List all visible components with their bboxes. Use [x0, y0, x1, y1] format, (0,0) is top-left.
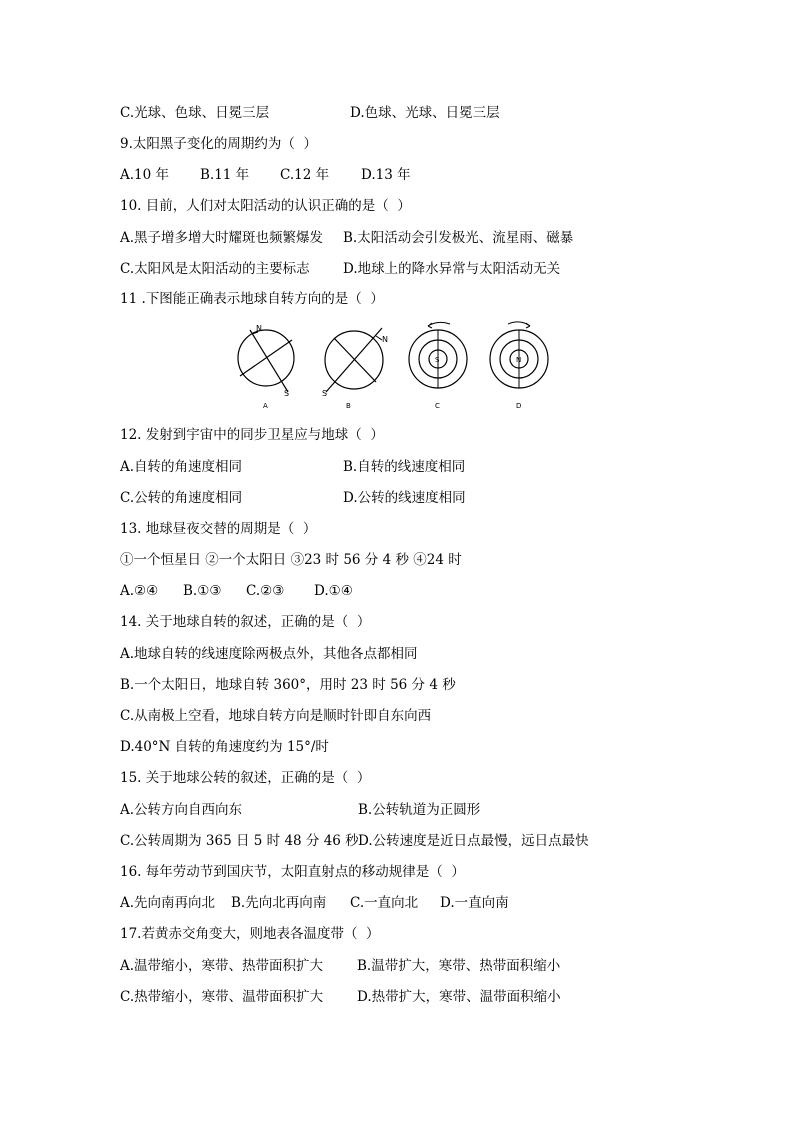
q12-option-b: B.自转的线速度相同 [343, 459, 466, 475]
q14-stem: 14. 关于地球自转的叙述，正确的是（ ） [120, 614, 371, 630]
q9-option-a: A.10 年 [120, 167, 170, 183]
q9-stem: 9.太阳黑子变化的周期约为（ ） [120, 136, 317, 152]
diagram-c [409, 322, 467, 410]
q10-option-d: D.地球上的降水异常与太阳活动无关 [343, 261, 561, 277]
diagram-b-south-label: S [322, 389, 328, 398]
diagram-a-south-label: S [284, 389, 290, 398]
q13-option-c: C.②③ [246, 583, 285, 599]
diagram-b [322, 328, 388, 410]
q13-option-a: A.②④ [120, 583, 159, 599]
q8-option-d: D.色球、光球、日冕三层 [350, 105, 500, 121]
diagram-d-pole-label: N [516, 356, 522, 364]
q8-option-c: C.光球、色球、日冕三层 [120, 105, 270, 121]
q14-option-b: B.一个太阳日，地球自转 360°，用时 23 时 56 分 4 秒 [120, 677, 456, 693]
q13-stem: 13. 地球昼夜交替的周期是（ ） [120, 521, 317, 537]
q15-option-a: A.公转方向自西向东 [120, 802, 243, 818]
q9-option-c: C.12 年 [280, 167, 330, 183]
diagram-b-label: B [346, 402, 351, 410]
q17-option-c: C.热带缩小，寒带、温带面积扩大 [120, 989, 324, 1005]
q16-option-a: A.先向南再向北 [120, 895, 216, 911]
earth-rotation-figure [230, 318, 560, 413]
q17-option-d: D.热带扩大，寒带、温带面积缩小 [357, 989, 561, 1005]
q15-option-b: B.公转轨道为正圆形 [358, 802, 481, 818]
q16-stem: 16. 每年劳动节到国庆节，太阳直射点的移动规律是（ ） [120, 864, 465, 880]
q10-option-a: A.黑子增多增大时耀斑也频繁爆发 [120, 230, 324, 246]
q16-option-d: D.一直向南 [440, 895, 509, 911]
diagram-c-pole-label: S [435, 356, 440, 364]
diagram-b-north-label: N [382, 335, 388, 344]
diagram-a-north-label: N [256, 324, 262, 333]
diagram-a [238, 324, 294, 410]
q13-list: ①一个恒星日 ②一个太阳日 ③23 时 56 分 4 秒 ④24 时 [120, 552, 462, 568]
q14-option-d: D.40°N 自转的角速度约为 15°/时 [120, 739, 329, 755]
q11-stem: 11 .下图能正确表示地球自转方向的是（ ） [120, 291, 384, 307]
q10-option-c: C.太阳风是太阳活动的主要标志 [120, 261, 310, 277]
q10-stem: 10. 目前，人们对太阳活动的认识正确的是（ ） [120, 198, 411, 214]
q14-option-a: A.地球自转的线速度除两极点外，其他各点都相同 [120, 646, 418, 662]
diagram-d [490, 322, 548, 410]
q13-option-d: D.①④ [314, 583, 353, 599]
q16-option-c: C.一直向北 [350, 895, 419, 911]
q15-option-c: C.公转周期为 365 日 5 时 48 分 46 秒 [120, 833, 359, 849]
q13-option-b: B.①③ [183, 583, 222, 599]
q16-option-b: B.先向北再向南 [231, 895, 327, 911]
q17-option-a: A.温带缩小，寒带、热带面积扩大 [120, 958, 324, 974]
q14-option-c: C.从南极上空看，地球自转方向是顺时针即自东向西 [120, 708, 432, 724]
q12-option-d: D.公转的线速度相同 [343, 490, 466, 506]
q17-option-b: B.温带扩大，寒带、热带面积缩小 [357, 958, 561, 974]
q12-stem: 12. 发射到宇宙中的同步卫星应与地球（ ） [120, 427, 384, 443]
q10-option-b: B.太阳活动会引发极光、流星雨、磁暴 [343, 230, 574, 246]
q9-option-b: B.11 年 [200, 167, 250, 183]
diagram-a-label: A [263, 402, 268, 410]
diagram-c-label: C [435, 402, 440, 410]
q12-option-c: C.公转的角速度相同 [120, 490, 243, 506]
q12-option-a: A.自转的角速度相同 [120, 459, 243, 475]
q15-stem: 15. 关于地球公转的叙述，正确的是（ ） [120, 770, 371, 786]
q17-stem: 17.若黄赤交角变大，则地表各温度带（ ） [120, 926, 380, 942]
diagram-d-label: D [516, 402, 522, 410]
q9-option-d: D.13 年 [361, 167, 411, 183]
q15-option-d: D.公转速度是近日点最慢，远日点最快 [358, 833, 589, 849]
